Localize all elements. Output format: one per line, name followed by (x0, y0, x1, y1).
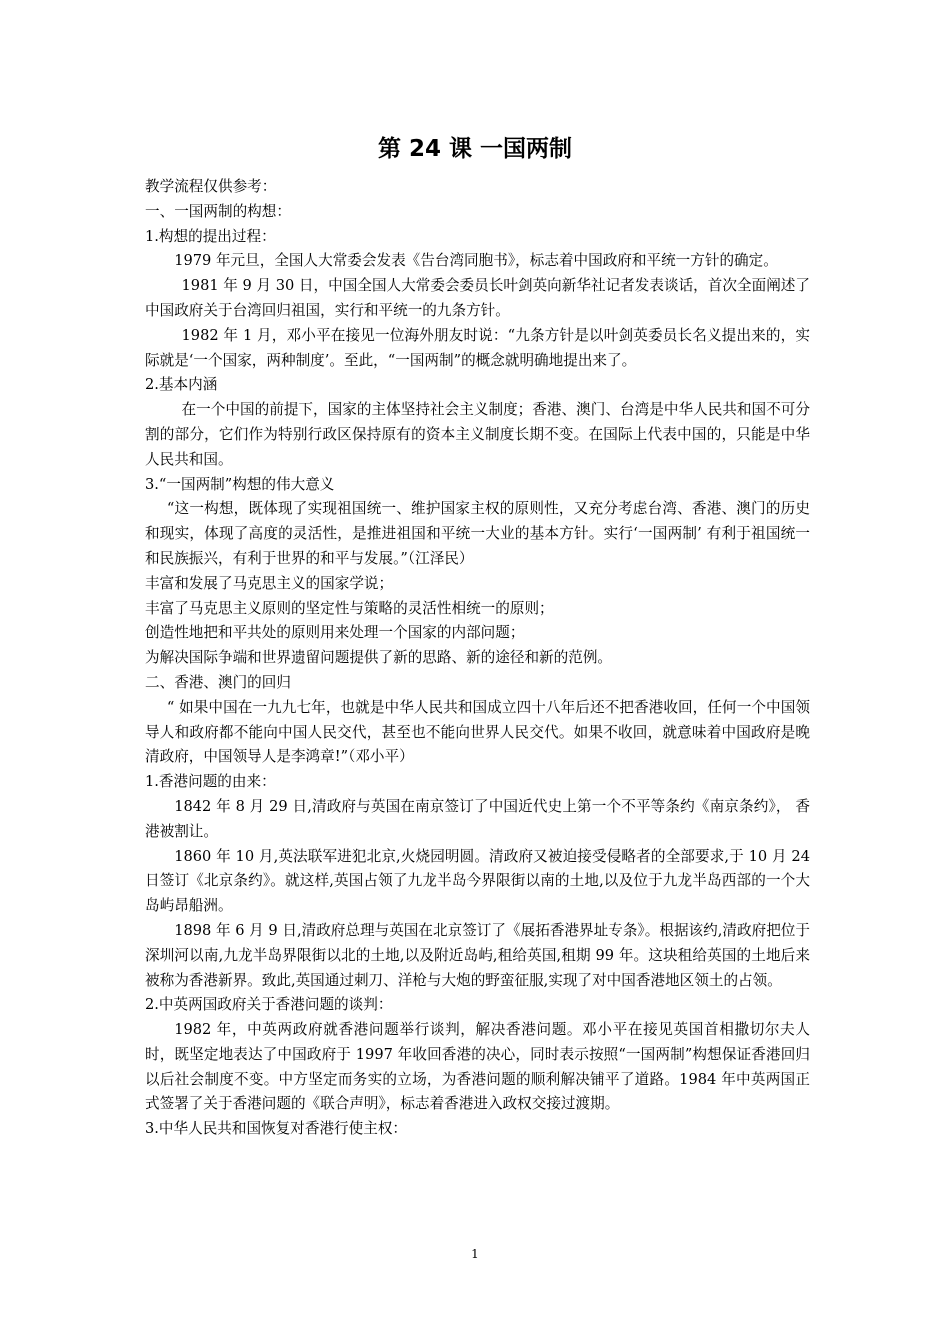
subsection-heading: 1.香港问题的由来： (145, 773, 276, 791)
quote-paragraph: “这一构想，既体现了实现祖国统一、维护国家主权的原则性，又充分考虑台湾、香港、澳门的历史和现实，体现了高度的灵活性，是推进祖国和平统一大业的基本方针。实行‘一国两制’ 有利于祖国统一和民族振兴，有利于世界的和平与发展。”（江泽民） (145, 500, 810, 567)
subsection-heading: 3.中华人民共和国恢复对香港行使主权： (145, 1120, 408, 1138)
list-item: 丰富了马克思主义原则的坚定性与策略的灵活性相统一的原则； (145, 599, 554, 617)
subsection-heading: 2.基本内涵 (145, 376, 218, 394)
body-paragraph: 1981 年 9 月 30 日，中国全国人大常委会委员长叶剑英向新华社记者发表谈话，首次全面阐述了中国政府关于台湾回归祖国，实行和平统一的九条方针。 (145, 277, 810, 319)
subsection-heading: 3.“一国两制”构想的伟大意义 (145, 475, 335, 493)
quote-paragraph: “ 如果中国在一九九七年，也就是中华人民共和国成立四十八年后还不把香港收回，任何一个中国领导人和政府都不能向中国人民交代，甚至也不能向世界人民交代。如果不收回，就意味着中国政府是晚清政府，中国领导人是李鸿章!”（邓小平） (145, 698, 810, 766)
body-paragraph: 1860 年 10 月,英法联军进犯北京,火烧园明圆。清政府又被迫接受侵略者的全部要求,于 10 月 24 日签订《北京条约》。就这样,英国占领了九龙半岛今界限街以南的土地,以及位于九龙半岛西部的一个大岛屿昂船洲。 (145, 847, 810, 915)
body-paragraph: 1898 年 6 月 9 日,清政府总理与英国在北京签订了《展拓香港界址专条》。根据该约,清政府把位于深圳河以南,九龙半岛界限街以北的土地,以及附近岛屿,租给英国,租期 99 年。这块租给英国的土地后来被称为香港新界。致此,英国通过刺刀、洋枪与大炮的野蛮征服,实现了对中国香港地区领土的占领。 (145, 921, 810, 989)
body-paragraph: 1979 年元旦，全国人大常委会发表《告台湾同胞书》，标志着中国政府和平统一方针的确定。 (174, 252, 778, 270)
list-item: 为解决国际争端和世界遗留问题提供了新的思路、新的途径和新的范例。 (145, 649, 613, 667)
body-paragraph: 1982 年 1 月，邓小平在接见一位海外朋友时说：“九条方针是以叶剑英委员长名义提出来的，实际就是‘一个国家，两种制度’。至此，“一国两制”的概念就明确地提出来了。 (145, 326, 810, 369)
subsection-heading: 1.构想的提出过程： (145, 227, 276, 245)
intro-note: 教学流程仅供参考： (145, 178, 277, 195)
page-number: 1 (471, 1247, 479, 1261)
section-heading-1: 一、一国两制的构想： (145, 202, 291, 220)
section-heading-2: 二、香港、澳门的回归 (145, 673, 291, 691)
body-paragraph: 1842 年 8 月 29 日,清政府与英国在南京签订了中国近代史上第一个不平等条约《南京条约》， 香港被割让。 (145, 797, 810, 840)
list-item: 丰富和发展了马克思主义的国家学说； (145, 574, 394, 592)
list-item: 创造性地把和平共处的原则用来处理一个国家的内部问题； (145, 624, 525, 642)
page-title: 第 24 课 一国两制 (377, 136, 573, 162)
body-paragraph: 1982 年，中英两政府就香港问题举行谈判，解决香港问题。邓小平在接见英国首相撒切尔夫人时，既坚定地表达了中国政府于 1997 年收回香港的决心，同时表示按照“一国两制”构想保证香港回归以后社会制度不变。中方坚定而务实的立场，为香港问题的顺利解决铺平了道路。1984 年中英两国正式签署了关于香港问题的《联合声明》，标志着香港进入政权交接过渡期。 (145, 1021, 810, 1113)
body-paragraph: 在一个中国的前提下，国家的主体坚持社会主义制度；香港、澳门、台湾是中华人民共和国不可分割的部分，它们作为特别行政区保持原有的资本主义制度长期不变。在国际上代表中国的，只能是中华人民共和国。 (145, 401, 810, 468)
subsection-heading: 2.中英两国政府关于香港问题的谈判： (145, 996, 393, 1014)
document-body (145, 175, 810, 1142)
